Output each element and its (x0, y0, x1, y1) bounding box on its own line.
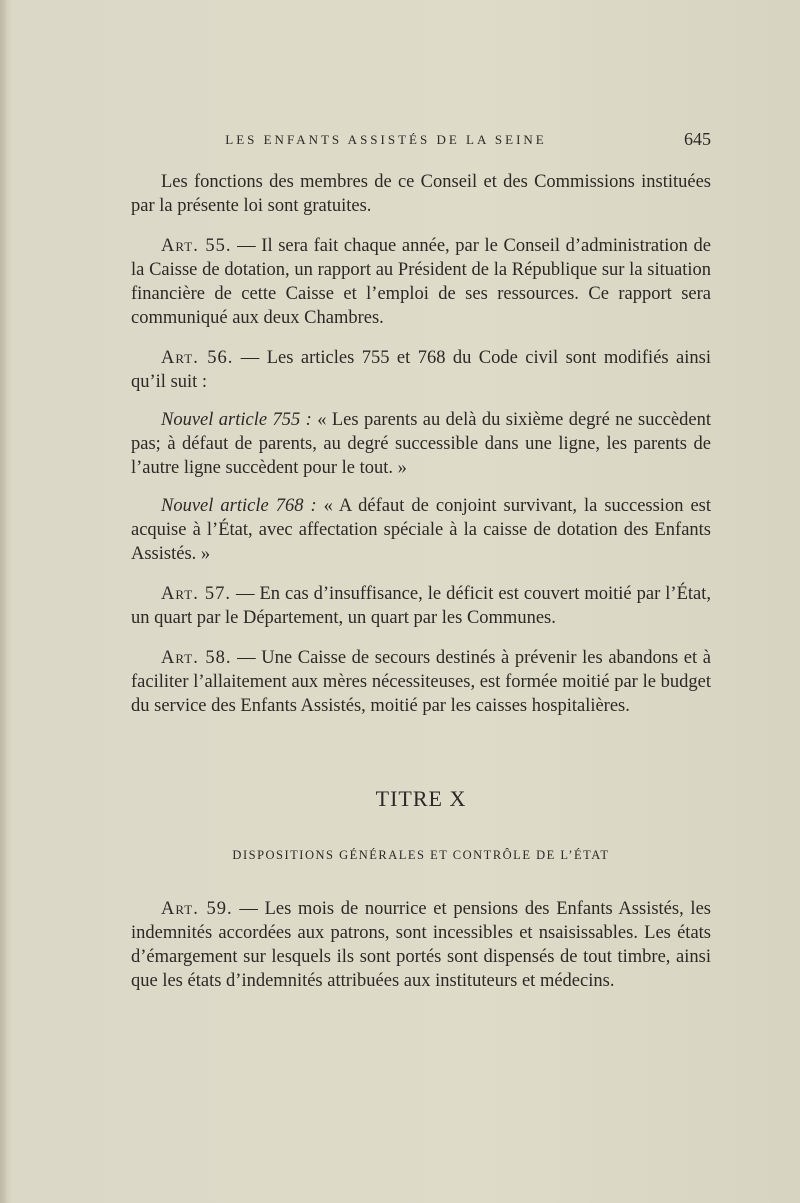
paragraph-art-56 (131, 346, 711, 394)
paragraph-text: « Les parents au delà du sixième degré ne succèdent pas; à défaut de parents, au degré successible dans une ligne, les parents de l’autre ligne succèdent pour le tout. » (131, 410, 711, 478)
page-number: 645 (684, 129, 711, 149)
paragraph-art-58 (131, 646, 711, 718)
running-head (131, 129, 711, 154)
paragraph-intro (131, 170, 711, 218)
article-label: Art. 56. (161, 348, 234, 368)
article-label: Nouvel article 768 : (161, 496, 317, 516)
body-text-after (131, 897, 711, 993)
paragraph-art-57 (131, 582, 711, 630)
paragraph-text: — Les mois de nourrice et pensions des Enfants Assistés, les indemnités accordées aux patrons, sont incessibles et nsaisissables. Les états d’émargement sur lesquels ils sont portés sont dispensés de tout timbre, ainsi que les états d’indemnités attribuées aux instituteurs et médecins. (131, 899, 711, 991)
paragraph-art-59 (131, 897, 711, 993)
paragraph-article-755 (131, 408, 711, 480)
article-label: Art. 55. (161, 236, 232, 256)
article-label: Nouvel article 755 : (161, 410, 312, 430)
article-label: Art. 57. (161, 584, 231, 604)
running-title: LES ENFANTS ASSISTÉS DE LA SEINE (225, 132, 547, 147)
paragraph-art-55 (131, 234, 711, 330)
paragraph-text: Les fonctions des membres de ce Conseil et des Commissions instituées par la présente loi sont gratuites. (131, 172, 711, 216)
paragraph-text: — Une Caisse de secours destinés à prévenir les abandons et à faciliter l’allaitement aux mères nécessiteuses, est formée moitié par le budget du service des Enfants Assistés, moitié par les caisses hospitalières. (131, 648, 711, 716)
paragraph-text: — Il sera fait chaque année, par le Conseil d’administration de la Caisse de dotation, un rapport au Président de la République sur la situation financière de cette Caisse et l’emploi de ses ressources. Ce rapport sera communiqué aux deux Chambres. (131, 236, 711, 328)
paragraph-article-768 (131, 494, 711, 566)
article-label: Art. 58. (161, 648, 232, 668)
section-subtitle: DISPOSITIONS GÉNÉRALES ET CONTRÔLE DE L’ÉTAT (232, 848, 610, 862)
paragraph-text: « A défaut de conjoint survivant, la succession est acquise à l’État, avec affectation spéciale à la caisse de dotation des Enfants Assistés. » (131, 496, 711, 564)
section-title: TITRE X (375, 786, 467, 811)
section-heading (131, 786, 711, 863)
paragraph-text: — Les articles 755 et 768 du Code civil sont modifiés ainsi qu’il suit : (131, 348, 711, 392)
article-label: Art. 59. (161, 899, 233, 919)
paragraph-text: — En cas d’insuffisance, le déficit est couvert moitié par l’État, un quart par le Département, un quart par les Communes. (131, 584, 711, 628)
body-text (131, 170, 711, 734)
